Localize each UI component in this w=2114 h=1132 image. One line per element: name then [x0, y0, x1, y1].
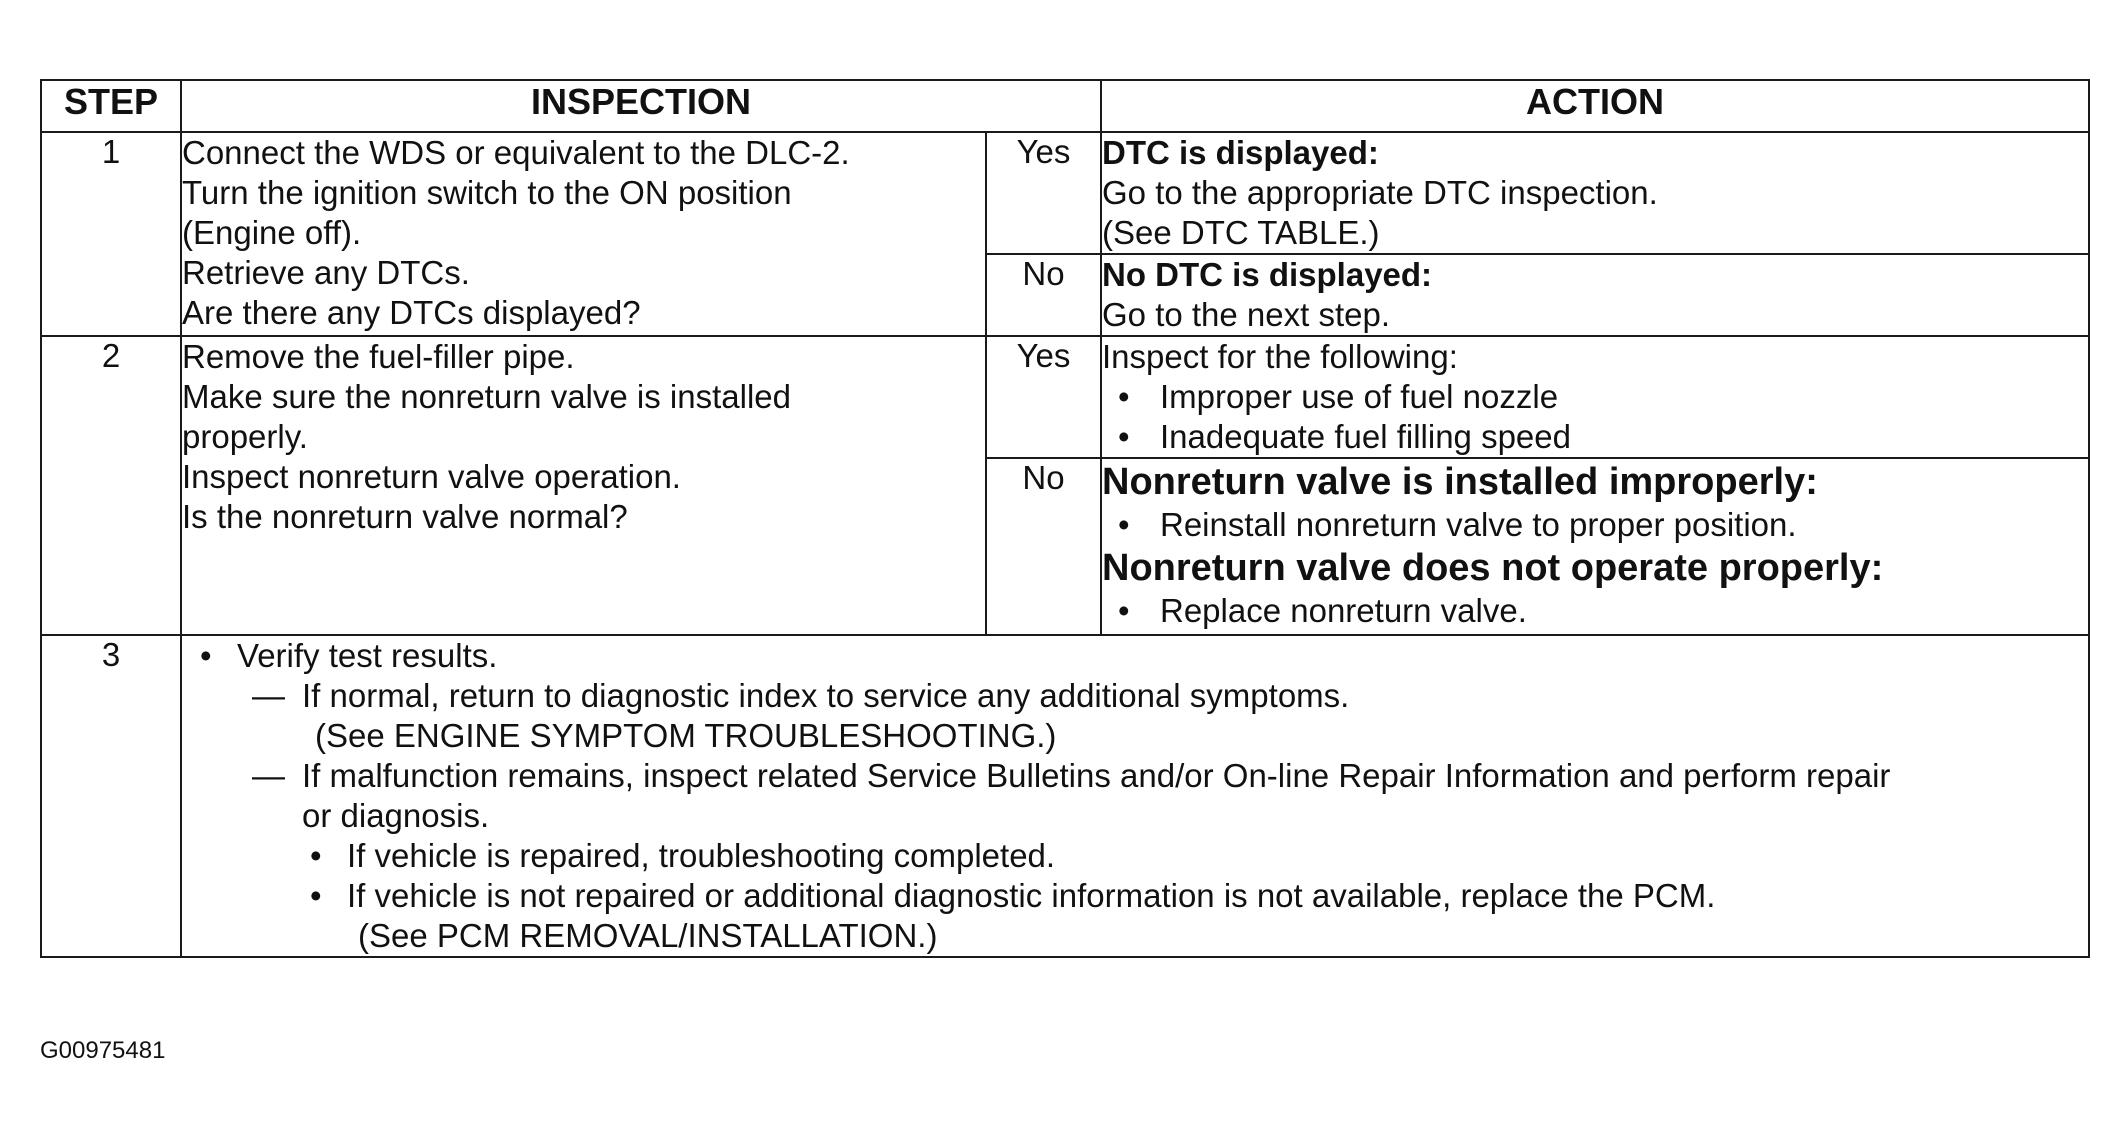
step3-sub-bullet1: • If vehicle is repaired, troubleshooting completed. [182, 836, 2088, 876]
diagnostic-table [40, 79, 2090, 958]
step3-sub2-note: (See PCM REMOVAL/INSTALLATION.) [358, 917, 938, 954]
step1-no-label: No [986, 254, 1101, 336]
step3-dash1: — If normal, return to diagnostic index to service any additional symptoms. [182, 676, 2088, 716]
step3-dash2-cont: or diagnosis. [302, 797, 490, 834]
step2-yes-bullet: • Inadequate fuel filling speed [1102, 417, 2088, 457]
figure-id-caption: G00975481 [40, 1037, 166, 1064]
step1-yes-heading: DTC is displayed: [1102, 134, 1379, 171]
inspection-header: INSPECTION [181, 80, 1101, 132]
step1-inspection-line: Retrieve any DTCs. [182, 254, 470, 291]
step3-dash1-note: (See ENGINE SYMPTOM TROUBLESHOOTING.) [315, 717, 1057, 754]
step2-no-action [1101, 458, 2089, 635]
step1-yes-label: Yes [986, 132, 1101, 254]
step2-yes-action [1101, 336, 2089, 458]
step1-inspection-line: Connect the WDS or equivalent to the DLC-2. [182, 134, 850, 171]
step2-no-bullet2: • Replace nonreturn valve. [1102, 591, 2088, 631]
step1-number: 1 [41, 132, 181, 336]
step1-yes-line: (See DTC TABLE.) [1102, 214, 1380, 251]
step1-inspection [181, 132, 986, 336]
step2-inspection-line: Remove the fuel-filler pipe. [182, 338, 575, 375]
step2-no-heading2: Nonreturn valve does not operate properly: [1102, 547, 1884, 589]
step3-dash2: — If malfunction remains, inspect related Service Bulletins and/or On-line Repair Information and perform repair [182, 756, 2088, 796]
step2-no-bullet1: • Reinstall nonreturn valve to proper position. [1102, 505, 2088, 545]
step3-row [41, 635, 2089, 957]
step2-yes-intro: Inspect for the following: [1102, 338, 1458, 375]
step2-inspection [181, 336, 986, 635]
step1-no-line: Go to the next step. [1102, 296, 1391, 333]
step2-number: 2 [41, 336, 181, 635]
step1-no-action [1101, 254, 2089, 336]
step2-yes-row [41, 336, 2089, 458]
step3-content [181, 635, 2089, 957]
step2-no-heading1: Nonreturn valve is installed improperly: [1102, 461, 1818, 503]
step1-yes-row [41, 132, 2089, 254]
action-header: ACTION [1101, 80, 2089, 132]
step3-number: 3 [41, 635, 181, 957]
step3-sub-bullet2: • If vehicle is not repaired or additional diagnostic information is not available, replace the PCM. [182, 876, 2088, 916]
diagnostic-table-container [40, 79, 2088, 958]
header-row [41, 80, 2089, 132]
step1-inspection-line: Turn the ignition switch to the ON position [182, 174, 792, 211]
step2-yes-label: Yes [986, 336, 1101, 458]
step1-inspection-line: (Engine off). [182, 214, 362, 251]
step-header: STEP [41, 80, 181, 132]
step1-yes-line: Go to the appropriate DTC inspection. [1102, 174, 1658, 211]
step1-yes-action [1101, 132, 2089, 254]
step2-yes-bullet: • Improper use of fuel nozzle [1102, 377, 2088, 417]
step2-inspection-line: Is the nonreturn valve normal? [182, 498, 628, 535]
step2-inspection-line: properly. [182, 418, 308, 455]
step1-no-heading: No DTC is displayed: [1102, 256, 1433, 293]
step3-bullet: • Verify test results. [182, 636, 2088, 676]
step2-inspection-line: Make sure the nonreturn valve is installed [182, 378, 791, 415]
step1-inspection-line: Are there any DTCs displayed? [182, 294, 641, 331]
step2-inspection-line: Inspect nonreturn valve operation. [182, 458, 681, 495]
step2-no-label: No [986, 458, 1101, 635]
